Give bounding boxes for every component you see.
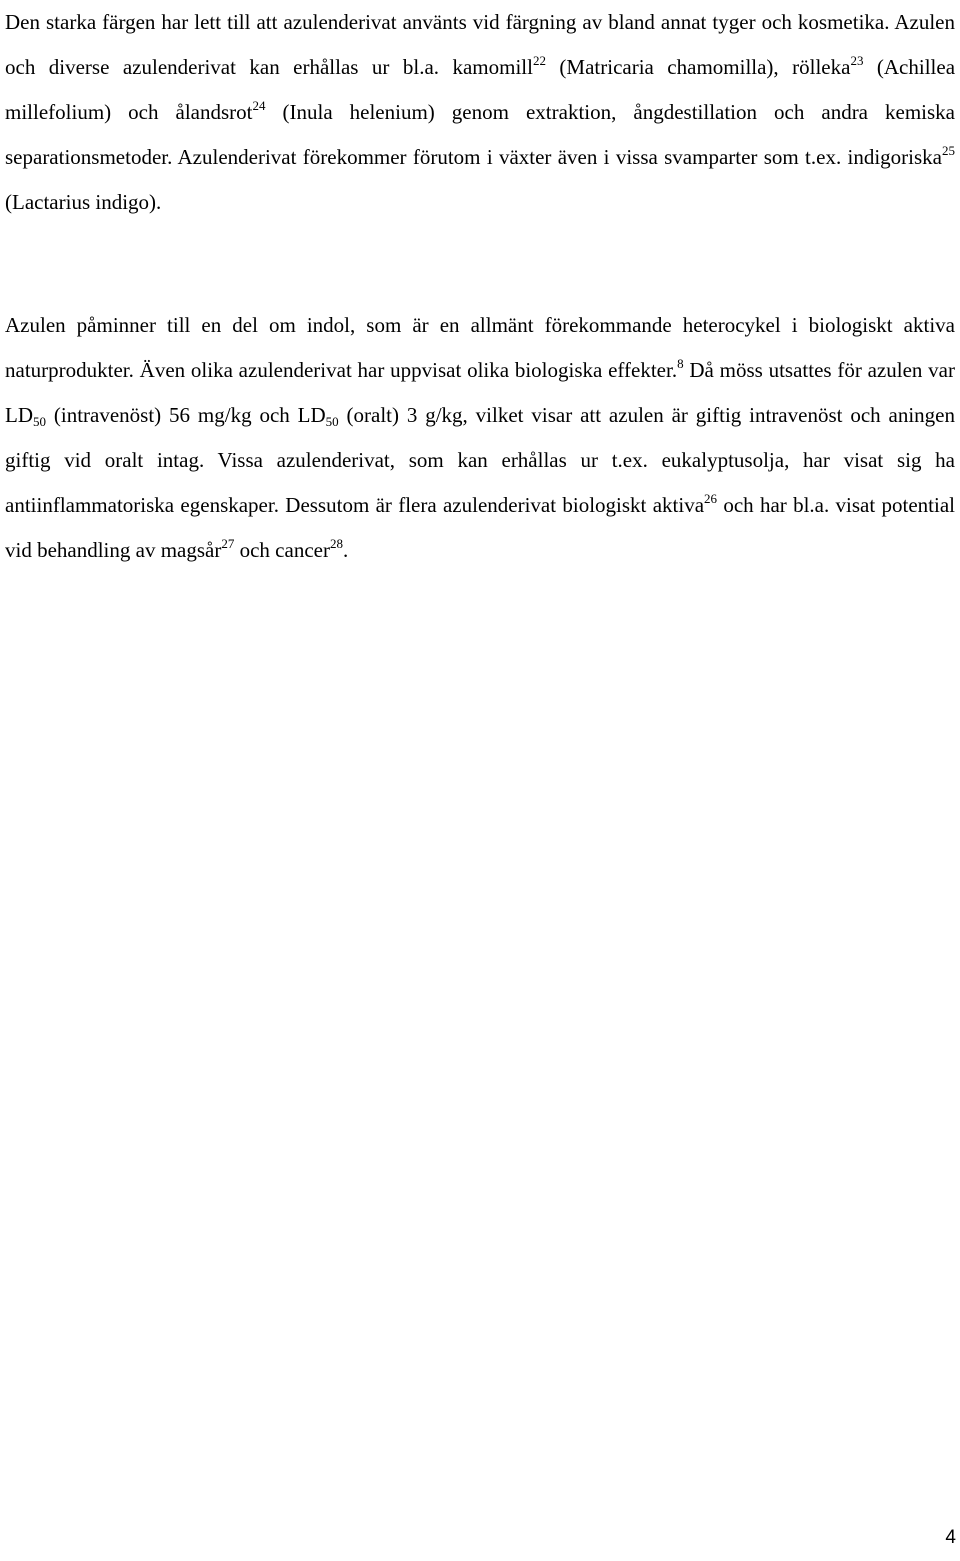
subscript-50: 50 [325,414,339,429]
text-run: Azulen påminner till en del om indol, som är en allmänt förekommande heterocykel i biologiskt aktiva naturprodukter. Även olika azulenderivat har uppvisat olika biologiska effekter. [5,313,955,382]
text-run: (Inula helenium) genom extraktion, ångdestillation och andra kemiska separationsmetoder. Azulenderivat förekommer förutom i växter även i vissa svamparter som t.ex. indigoriska [5,100,956,169]
paragraph-biological-effects [5,303,955,573]
text-run: (Matricaria chamomilla), rölleka [545,55,851,79]
text-run: (intravenöst) 56 mg/kg och LD [46,403,326,427]
text-run: . [342,538,349,562]
text-run: (Achillea millefolium) och ålandsrot [5,55,956,124]
page-number: 4 [945,1527,956,1548]
reference-8: 8 [677,356,684,371]
subscript-50: 50 [33,414,46,429]
text-run: och har bl.a. visat potential vid behandling av magsår [5,493,955,562]
reference-25: 25 [942,143,955,158]
reference-26: 26 [704,491,718,506]
text-run: Den starka färgen har lett till att azulenderivat använts vid färgning av bland annat tyger och kosmetika. Azulen och diverse azulenderivat kan erhållas ur bl.a. kamomill [5,10,955,79]
text-run: och cancer [234,538,330,562]
reference-27: 27 [221,536,235,551]
text-run: Då möss utsattes för azulen var LD [5,358,955,427]
paragraph-azulene-sources [5,0,955,225]
reference-23: 23 [850,53,864,68]
reference-22: 22 [532,53,546,68]
reference-28: 28 [329,536,343,551]
text-run: (Lactarius indigo). [5,190,162,214]
reference-24: 24 [252,98,266,113]
text-run: (oralt) 3 g/kg, vilket visar att azulen är giftig intravenöst och aningen giftig vid oralt intag. Vissa azulenderivat, som kan erhållas ur t.ex. eukalyptusolja, har visat sig ha antiinflammatoriska egenskaper. Dessutom är flera azulenderivat biologiskt aktiva [5,403,955,517]
